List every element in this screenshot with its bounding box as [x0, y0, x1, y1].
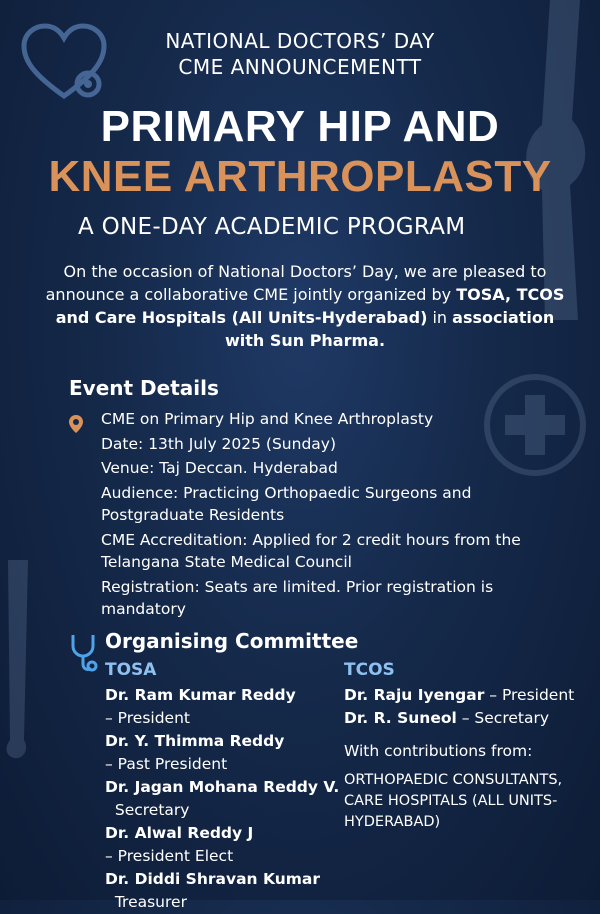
tosa-member-role: – President	[105, 709, 190, 727]
event-item-venue: Venue: Taj Deccan. Hyderabad	[101, 459, 338, 477]
tcos-heading: TCOS	[344, 660, 395, 680]
intro-bold2: association with Sun Pharma.	[224, 308, 555, 350]
location-pin-icon	[68, 414, 84, 434]
tosa-members	[105, 684, 339, 914]
program-subtitle: A ONE-DAY ACADEMIC PROGRAM	[78, 214, 466, 240]
event-item-registration: Registration: Seats are limited. Prior registration is mandatory	[101, 577, 494, 618]
tcos-members	[344, 684, 574, 730]
tosa-heading: TOSA	[105, 660, 157, 680]
main-title-line1: PRIMARY HIP AND	[100, 102, 500, 151]
tcos-member-name: Dr. Raju Iyengar	[344, 686, 485, 704]
tcos-member-role: – Secretary	[456, 709, 550, 727]
tosa-member-name: Dr. Diddi Shravan Kumar	[105, 870, 320, 888]
stethoscope-icon	[68, 632, 98, 674]
announcement-line2: CME ANNOUNCEMENTT	[178, 55, 422, 79]
organising-committee-title: Organising Committee	[105, 629, 359, 653]
main-title-line2: KNEE ARTHROPLASTY	[48, 152, 552, 201]
event-item-audience: Audience: Practicing Orthopaedic Surgeons and Postgraduate Residents	[101, 483, 472, 524]
event-details-title: Event Details	[69, 376, 219, 400]
event-item-accreditation: CME Accreditation: Applied for 2 credit hours from the Telangana State Medical Council	[101, 530, 521, 571]
event-details-list	[101, 408, 521, 623]
tosa-member-role: Treasurer	[105, 893, 187, 911]
tcos-member-role: – President	[484, 686, 575, 704]
tcos-member	[344, 684, 574, 707]
event-item-cme: CME on Primary Hip and Knee Arthroplasty	[101, 410, 434, 428]
tosa-member-name: Dr. Y. Thimma Reddy	[105, 732, 285, 750]
intro-text1: On the occasion of National Doctors’ Day, we are pleased to announce a collaborative CME jointly organized by	[45, 262, 547, 304]
announcement-line1: NATIONAL DOCTORS’ DAY	[165, 29, 435, 53]
contributing-organisation: ORTHOPAEDIC CONSULTANTS, CARE HOSPITALS (ALL UNITS-HYDERABAD)	[344, 772, 563, 830]
intro-text2: in	[427, 308, 453, 327]
tosa-member-role: – Past President	[105, 755, 228, 773]
tcos-member	[344, 707, 574, 730]
intro-paragraph	[40, 260, 570, 352]
bone-decoration	[0, 560, 40, 760]
event-item-date: Date: 13th July 2025 (Sunday)	[101, 434, 337, 453]
contributions-label: With contributions from:	[344, 742, 533, 760]
tosa-member-name: Dr. Jagan Mohana Reddy V.	[105, 778, 340, 796]
announcement-header	[0, 28, 600, 80]
tosa-member-name: Dr. Ram Kumar Reddy	[105, 686, 296, 704]
tcos-member-name: Dr. R. Suneol	[344, 709, 457, 727]
tosa-member-name: Dr. Alwal Reddy J	[105, 824, 254, 842]
intro-bold1: TOSA, TCOS and Care Hospitals (All Units-Hyderabad)	[55, 285, 565, 327]
tosa-member-role: – President Elect	[105, 847, 234, 865]
tosa-member-role: Secretary	[105, 801, 190, 819]
